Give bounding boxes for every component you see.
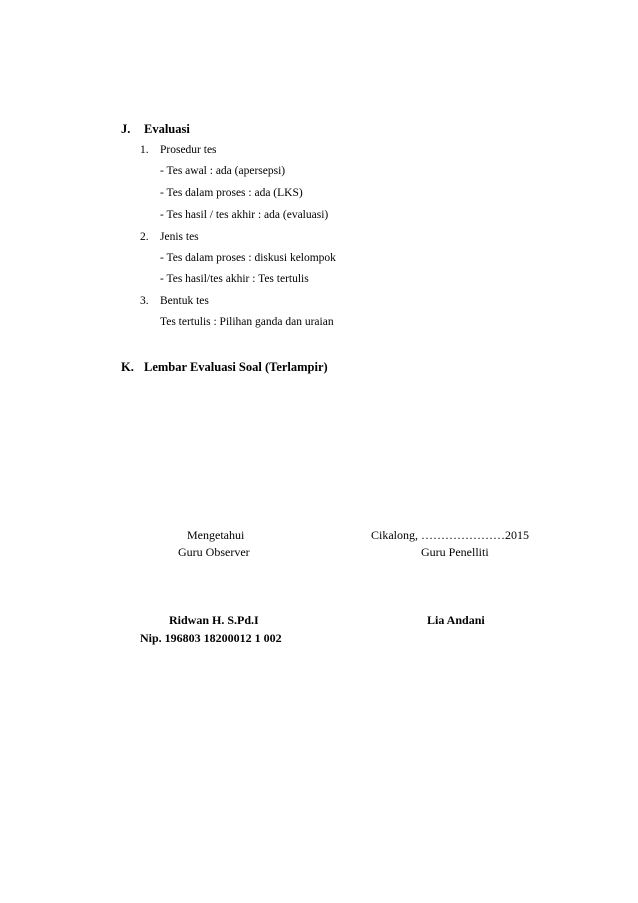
item-1-number: 1. (140, 144, 149, 156)
item-2-line-2: - Tes hasil/tes akhir : Tes tertulis (160, 273, 309, 285)
section-j-letter: J. (121, 122, 131, 136)
signature-left-nip: Nip. 196803 18200012 1 002 (140, 631, 282, 645)
item-3-line-1: Tes tertulis : Pilihan ganda dan uraian (160, 316, 334, 328)
section-k-title: Lembar Evaluasi Soal (Terlampir) (144, 360, 328, 374)
signature-left-line-1: Mengetahui (187, 528, 245, 542)
item-1-label: Prosedur tes (160, 144, 217, 156)
item-1-line-3: - Tes hasil / tes akhir : ada (evaluasi) (160, 209, 329, 221)
signature-right-name: Lia Andani (427, 613, 485, 627)
signature-left-name: Ridwan H. S.Pd.I (169, 613, 259, 627)
section-j-title: Evaluasi (144, 122, 190, 136)
signature-right-place-date: Cikalong, …………………2015 (371, 528, 529, 542)
item-2-number: 2. (140, 231, 149, 243)
item-2-label: Jenis tes (160, 231, 199, 243)
item-2-line-1: - Tes dalam proses : diskusi kelompok (160, 252, 336, 264)
item-3-number: 3. (140, 295, 149, 307)
item-1-line-1: - Tes awal : ada (apersepsi) (160, 165, 286, 177)
signature-left-line-2: Guru Observer (178, 545, 250, 559)
signature-right-role: Guru Penelliti (421, 545, 489, 559)
section-k-letter: K. (121, 360, 134, 374)
item-1-line-2: - Tes dalam proses : ada (LKS) (160, 187, 303, 199)
item-3-label: Bentuk tes (160, 295, 209, 307)
